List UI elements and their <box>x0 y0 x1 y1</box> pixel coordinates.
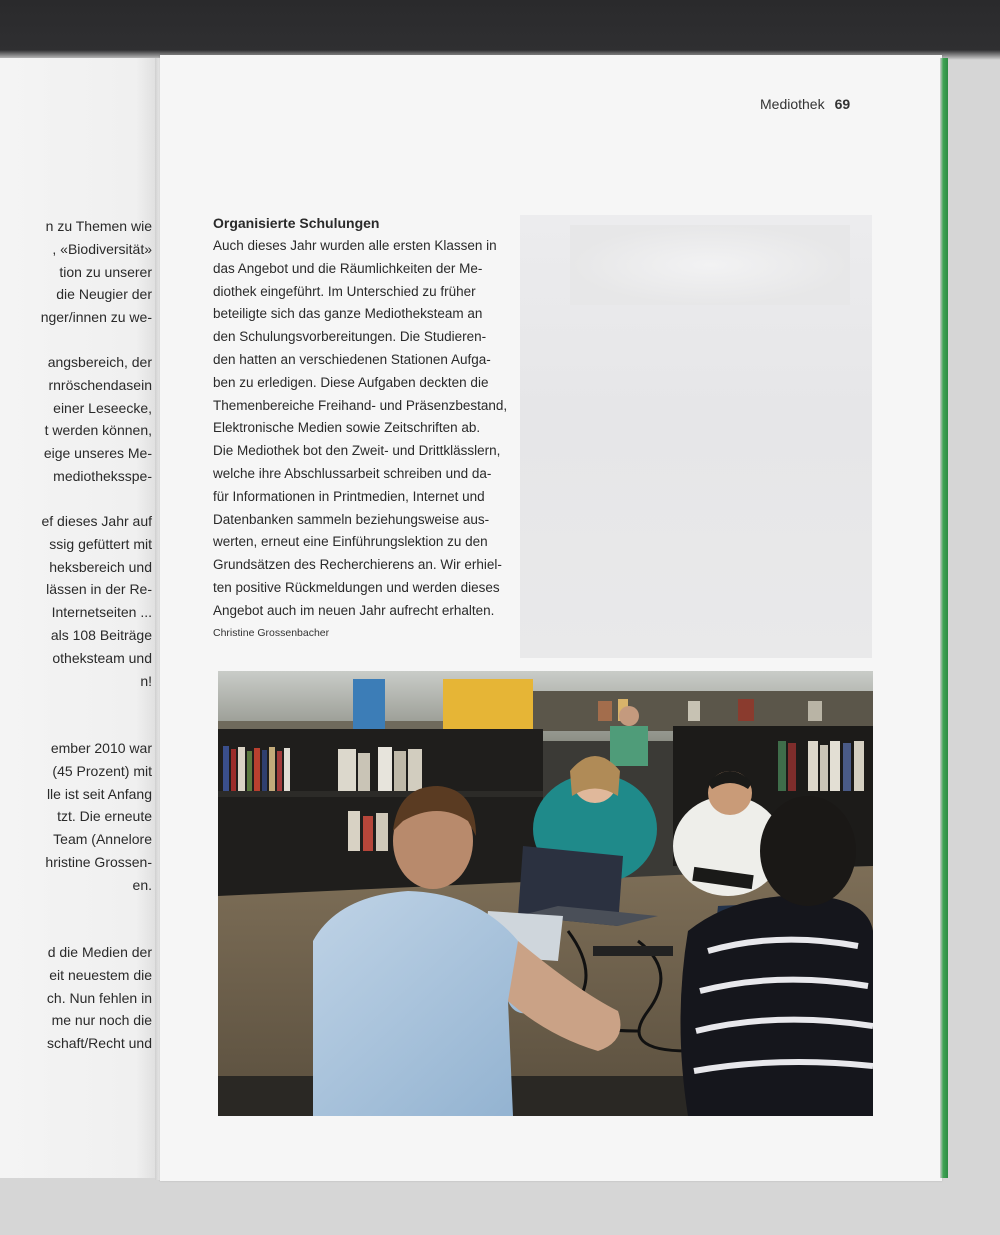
library-photo <box>218 671 873 1116</box>
article-author: Christine Grossenbacher <box>213 626 330 639</box>
left-page-line: t werden können, <box>44 422 152 439</box>
left-page-line: einer Leseecke, <box>53 399 152 416</box>
left-page-line: angsbereich, der <box>47 354 152 370</box>
yellow-display <box>443 679 533 731</box>
article-body <box>213 235 535 623</box>
left-page-line: ssig gefüttert mit <box>49 535 152 552</box>
left-page-line: als 108 Beiträge <box>50 627 152 643</box>
left-page-line: ef dieses Jahr auf <box>41 513 152 529</box>
article-line: das Angebot und die Räumlichkeiten der Me- <box>213 260 483 276</box>
left-page-line: Team (Annelore <box>53 831 152 848</box>
left-page-line: nger/innen zu we- <box>40 309 152 326</box>
running-head <box>760 96 850 112</box>
left-page-line: n! <box>140 672 152 689</box>
left-page-line: me nur noch die <box>51 1012 152 1029</box>
article-line: Elektronische Medien sowie Zeitschriften ab. <box>213 420 481 436</box>
article-line: Themenbereiche Freihand- und Präsenzbestand, <box>213 397 508 413</box>
article-heading: Organisierte Schulungen <box>213 215 380 231</box>
left-page-line: rnröschendasein <box>48 376 152 393</box>
left-page-line: hristine Grossen- <box>45 854 152 870</box>
left-page-line: eit neuestem die <box>49 966 152 983</box>
left-page-line: tzt. Die erneute <box>57 808 152 825</box>
article-line: Grundsätzen des Recherchierens an. Wir erhiel- <box>213 557 502 573</box>
photo-highlight <box>570 225 850 305</box>
left-page-line: mediotheksspe- <box>53 468 152 484</box>
page-edge-green <box>940 58 948 1178</box>
blue-display <box>353 679 385 729</box>
left-page-line: ember 2010 war <box>50 740 152 756</box>
left-page-line: , «Biodiversität» <box>52 240 152 257</box>
section-title: Mediothek <box>760 96 825 112</box>
left-page-line: die Neugier der <box>56 286 152 303</box>
page-number: 69 <box>834 96 851 112</box>
left-page-line: (45 Prozent) mit <box>52 762 152 779</box>
article-line: ten positive Rückmeldungen und werden dieses <box>213 579 500 595</box>
article <box>213 214 535 639</box>
left-page-line: ch. Nun fehlen in <box>46 989 152 1006</box>
left-page-line: en. <box>132 876 152 893</box>
article-line: werten, erneut eine Einführungslektion zu den <box>213 534 488 550</box>
left-page-line: eige unseres Me- <box>43 445 152 462</box>
left-page-line: schaft/Recht und <box>46 1035 152 1052</box>
left-page-line: n zu Themen wie <box>45 218 152 234</box>
left-page-line: lässen in der Re- <box>46 581 152 598</box>
left-page-line: otheksteam und <box>52 649 152 666</box>
article-line: Auch dieses Jahr wurden alle ersten Klassen in <box>213 238 497 253</box>
article-line: diothek eingeführt. Im Unterschied zu früher <box>213 283 476 299</box>
left-page <box>0 58 160 1178</box>
article-line: den Schulungsvorbereitungen. Die Studieren- <box>213 329 487 345</box>
faded-photo-background <box>520 215 872 658</box>
left-page-line: heksbereich und <box>49 558 152 575</box>
article-line: für Informationen in Printmedien, Internet und <box>213 488 485 504</box>
left-page-line: Internetseiten ... <box>51 604 152 621</box>
left-page-line: lle ist seit Anfang <box>46 785 152 802</box>
article-line: Die Mediothek bot den Zweit- und Drittklässlern, <box>213 443 501 459</box>
article-line: beteiligte sich das ganze Mediotheksteam an <box>213 306 483 322</box>
article-line: Angebot auch im neuen Jahr aufrecht erhalten. <box>213 602 495 618</box>
left-page-line: tion zu unserer <box>59 263 152 280</box>
library-scene <box>218 671 873 1116</box>
student-striped-sweater <box>681 895 874 1116</box>
article-line: welche ihre Abschlussarbeit schreiben und da- <box>213 465 492 481</box>
left-page-line: d die Medien der <box>47 944 152 960</box>
article-line: den hatten an verschiedenen Stationen Aufga- <box>213 351 491 367</box>
article-line: ben zu erledigen. Diese Aufgaben deckten die <box>213 374 489 390</box>
article-line: Datenbanken sammeln beziehungsweise aus- <box>213 511 490 527</box>
